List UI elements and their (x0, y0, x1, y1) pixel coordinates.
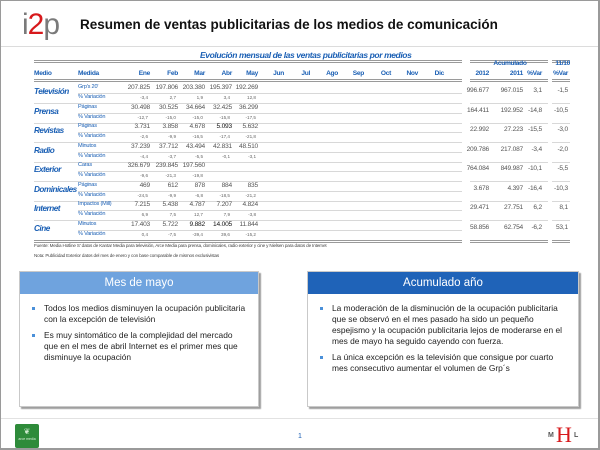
value-cell: 5.438 (162, 201, 178, 208)
ratio-row-separator (552, 142, 570, 143)
value-cell: 239.845 (155, 162, 178, 169)
variation-cell: 12,8 (247, 95, 256, 100)
col-header-month: Ago (326, 70, 338, 77)
ratio-row-separator (552, 123, 570, 124)
ratio-var-cell: 8,1 (559, 204, 568, 211)
variacion-label: % Variación (78, 113, 106, 120)
variation-cell: -0,1 (222, 153, 230, 159)
col-header-month: Sep (352, 70, 364, 77)
ratio-bottom-rule (552, 79, 570, 82)
acc-var-cell: -3,4 (531, 145, 542, 153)
bullet-list (20, 294, 258, 363)
value-cell: 192.269 (235, 84, 258, 91)
row-divider (78, 113, 462, 114)
nota-note: Nota: Publicidad Exterior datos del mes de enero y con base comparable de mismos exclusivistas (34, 253, 220, 258)
value-cell: 195.397 (209, 84, 232, 91)
logo-accent: 2 (27, 8, 44, 41)
bullet-icon (32, 307, 35, 310)
value-cell: 326.679 (127, 162, 150, 169)
value-cell: 3.731 (134, 123, 150, 130)
arce-media-logo (15, 424, 39, 448)
col-header-pvar: %Var (527, 70, 542, 77)
value-cell: 42.831 (213, 142, 232, 150)
acc-2012-cell: 996.677 (466, 87, 489, 94)
acc-var-cell: 3,1 (533, 87, 542, 94)
page-number: 1 (298, 433, 302, 440)
value-cell: 4.824 (242, 201, 258, 208)
ratio-row-separator (552, 201, 570, 202)
variation-cell: -5,5 (195, 153, 203, 159)
value-cell: 3.858 (162, 123, 178, 130)
value-cell: 14.005 (213, 220, 232, 228)
row-divider (78, 191, 462, 192)
bullet-icon (320, 307, 323, 310)
variation-cell: -21,2 (245, 192, 256, 198)
col-header-month: Dic (434, 70, 444, 77)
medida-label: Minutos (78, 220, 97, 227)
variation-cell: -15,8 (219, 114, 230, 120)
value-cell: 878 (194, 181, 205, 189)
bullet-icon (320, 356, 323, 359)
medio-label: Prensa (34, 106, 59, 116)
variacion-label: % Variación (78, 230, 106, 237)
col-header-medio: Medio (34, 70, 52, 77)
variation-cell: 6,9 (141, 212, 148, 217)
acc-2011-cell: 62.754 (504, 223, 523, 231)
value-cell: 4.787 (189, 201, 205, 208)
ratio-var-cell: -2,0 (557, 145, 568, 153)
mhl-h: H (556, 422, 572, 447)
variation-cell: -39,4 (192, 231, 203, 237)
page-title: Resumen de ventas publicitarias de los medios de comunicación (80, 17, 498, 32)
bullet-icon (32, 334, 35, 337)
value-cell: 30.498 (131, 103, 150, 111)
i2p-logo (22, 8, 59, 42)
col-header-month: Abr (221, 70, 232, 77)
mhl-m: M (548, 432, 554, 439)
box-title: Mes de mayo (20, 272, 258, 294)
medio-label: Cine (34, 223, 50, 233)
variation-cell: -3,4 (140, 95, 148, 100)
acc-row-separator (470, 220, 548, 221)
acc-var-cell: -6,2 (531, 223, 542, 231)
value-cell: 43.494 (186, 142, 205, 150)
variation-cell: -18,5 (219, 192, 230, 198)
acc-2011-cell: 4.397 (507, 184, 523, 192)
col-header-month: Ene (138, 70, 150, 77)
value-cell: 7.215 (134, 201, 150, 208)
row-divider (78, 93, 462, 94)
acumulado-bottom-rule (470, 79, 548, 82)
variation-cell: 1,9 (196, 95, 203, 100)
footer-divider (1, 418, 598, 419)
variation-cell: -16,5 (192, 134, 203, 139)
variation-cell: -15,0 (165, 114, 176, 120)
acc-2012-cell: 209.786 (466, 145, 489, 153)
bullet-text: Todos los medios disminuyen la ocupación publicitaria con la excepción de televisión (44, 303, 246, 324)
value-cell: 48.510 (239, 142, 258, 150)
medida-label: Caras (78, 162, 92, 168)
acc-2012-cell: 164.411 (467, 106, 489, 114)
ratio-var-cell: -3,0 (557, 126, 568, 133)
ratio-var-cell: 53,1 (555, 223, 568, 231)
variacion-label: % Variación (78, 172, 106, 178)
acc-2012-cell: 22.992 (470, 126, 489, 133)
value-cell: 469 (139, 181, 150, 189)
acc-2012-cell: 58.856 (470, 223, 489, 231)
medida-label: Impactos (Mill) (78, 201, 112, 207)
col-header-month: Jul (301, 70, 310, 77)
acc-var-cell: 6,2 (533, 204, 542, 211)
variation-cell: -9,9 (168, 134, 176, 139)
variacion-label: % Variación (78, 94, 106, 100)
bullet-text: La moderación de la disminución de la ocupación publicitaria que se observó en el mes pasado ha sido un pequeño espejismo y la ocupación publicitaria lejos de moderarse en el mes de mayo ha seguido cayendo con fuerza. (332, 303, 562, 346)
box-title: Acumulado año (308, 272, 578, 294)
col-header-2012: 2012 (475, 70, 489, 77)
col-header-month: Jun (273, 70, 284, 77)
medio-label: Exterior (34, 165, 61, 174)
logo-suffix: p (43, 8, 60, 41)
ratio-var-cell: -1,5 (557, 87, 568, 94)
header-top-rule (34, 60, 462, 63)
acc-2012-cell: 3.678 (473, 184, 489, 192)
value-cell: 11.844 (239, 220, 258, 228)
ratio-row-separator (552, 220, 570, 221)
value-cell: 207.825 (127, 84, 150, 91)
header-bottom-rule (34, 79, 462, 82)
bullet-item (318, 303, 568, 347)
acc-row-separator (470, 123, 548, 124)
variation-cell: 12,7 (194, 212, 203, 217)
ratio-end-rule (552, 240, 570, 243)
variation-cell: 7,5 (169, 212, 176, 217)
acc-var-cell: -14,8 (527, 106, 542, 114)
value-cell: 9.882 (189, 220, 205, 228)
bullet-list (308, 294, 578, 374)
col-header-2011: 2011 (509, 70, 523, 77)
medio-label: Dominicales (34, 184, 77, 194)
medida-label: Grp's 20' (78, 84, 99, 90)
mhl-l: L (574, 432, 579, 439)
variation-cell: -3,8 (248, 212, 256, 217)
value-cell: 37.239 (131, 142, 150, 150)
acc-var-cell: -15,5 (527, 126, 542, 133)
variation-cell: -4,4 (140, 153, 148, 159)
acc-2011-cell: 27.223 (504, 126, 523, 133)
variation-cell: -21,8 (245, 134, 256, 139)
value-cell: 36.299 (239, 103, 258, 111)
row-divider (78, 210, 462, 211)
medio-label: Televisión (34, 87, 69, 96)
value-cell: 17.403 (131, 220, 150, 228)
variation-cell: 2,7 (169, 95, 176, 100)
value-cell: 884 (221, 181, 232, 189)
variation-cell: -9,9 (168, 192, 176, 198)
variation-cell: -19,8 (192, 173, 203, 178)
ratio-row-separator (552, 181, 570, 182)
variation-cell: -17,4 (219, 134, 230, 139)
variation-cell: 0,4 (141, 231, 148, 237)
medida-label: Minutos (78, 142, 97, 149)
col-header-month: Nov (406, 70, 418, 77)
row-divider (78, 171, 462, 172)
acc-row-separator (470, 103, 548, 104)
acc-var-cell: -16,4 (527, 184, 542, 192)
value-cell: 30.525 (159, 103, 178, 111)
col-header-month: Oct (380, 70, 391, 77)
col-header-ratio: 11/10 (555, 60, 570, 67)
acc-row-separator (470, 162, 548, 163)
value-cell: 34.664 (186, 103, 205, 111)
medio-label: Revistas (34, 126, 64, 135)
variacion-label: % Variación (78, 152, 106, 159)
acc-2011-cell: 217.087 (500, 145, 523, 153)
variacion-label: % Variación (78, 211, 106, 217)
row-divider (78, 230, 462, 231)
mhl-logo (548, 423, 582, 447)
medio-label: Radio (34, 145, 55, 155)
value-cell: 835 (247, 181, 258, 189)
row-divider (78, 152, 462, 153)
value-cell: 4.678 (189, 123, 205, 130)
medida-label: Páginas (78, 103, 97, 110)
acc-2011-cell: 27.751 (504, 204, 523, 211)
table-subtitle: Evolución mensual de las ventas publicitarias por medios (200, 50, 412, 60)
acc-2011-cell: 849.987 (500, 165, 523, 172)
col-header-ratio-var: %Var (553, 70, 568, 77)
variation-cell: -3,1 (248, 153, 256, 159)
medio-label: Internet (34, 204, 61, 213)
leaf-icon: ❦ (23, 427, 31, 436)
bullet-item (30, 303, 248, 325)
box-mes-de-mayo (19, 271, 259, 407)
variation-cell: -15,2 (245, 231, 256, 237)
value-cell: 5.093 (216, 123, 232, 130)
acc-2012-cell: 764.084 (466, 165, 489, 172)
bullet-text: Es muy sintomático de la complejidad del mercado que en el mes de abril Internet es el primer mes que disminuye la ocupación (44, 330, 238, 362)
col-header-month: May (246, 70, 258, 77)
value-cell: 197.560 (182, 162, 205, 169)
variation-cell: 39,6 (221, 231, 230, 237)
value-cell: 197.806 (155, 84, 178, 91)
bullet-item (30, 330, 248, 363)
variation-cell: -2,6 (140, 134, 148, 139)
acc-2012-cell: 29.471 (470, 204, 489, 211)
acc-row-separator (470, 201, 548, 202)
variation-cell: -6,8 (195, 192, 203, 198)
medida-label: Páginas (78, 181, 97, 188)
variation-cell: -12,7 (137, 114, 148, 120)
ratio-row-separator (552, 103, 570, 104)
col-header-month: Feb (167, 70, 178, 77)
acc-bottom-rule (470, 240, 548, 243)
variation-cell: 7,9 (223, 212, 230, 217)
variacion-label: % Variación (78, 191, 106, 198)
header-divider (1, 46, 598, 47)
value-cell: 203.380 (182, 84, 205, 91)
variation-cell: -3,7 (168, 153, 176, 159)
row-separator (34, 162, 462, 163)
acc-2011-cell: 967.015 (500, 87, 523, 94)
variation-cell: -21,3 (165, 173, 176, 178)
row-divider (78, 132, 462, 133)
value-cell: 7.207 (216, 201, 232, 208)
ratio-var-cell: -5,5 (557, 165, 568, 172)
acc-row-separator (470, 142, 548, 143)
col-header-acumulado: Acumulado (493, 60, 527, 67)
ratio-var-cell: -10,5 (553, 106, 568, 114)
acc-var-cell: -10,1 (527, 165, 542, 172)
bullet-item (318, 352, 568, 374)
acc-2011-cell: 192.952 (500, 106, 523, 114)
variation-cell: -17,5 (245, 114, 256, 120)
col-header-medida: Medida (78, 70, 99, 77)
variation-cell: 3,4 (223, 95, 230, 100)
arce-logo-text: arce media (18, 437, 36, 441)
variation-cell: -9,6 (140, 173, 148, 178)
value-cell: 32.425 (213, 103, 232, 111)
value-cell: 5.632 (242, 123, 258, 130)
value-cell: 612 (167, 181, 178, 189)
variacion-label: % Variación (78, 133, 106, 139)
source-note: Fuente: Media Hotline S' datos de Kantar Media para televisión, Arce Media para prensa, dominicales, radio exterior y cine y Nielsen para datos de Internet (34, 243, 327, 248)
medida-label: Páginas (78, 123, 97, 129)
logo-prefix: i (22, 8, 28, 41)
variation-cell: -15,0 (192, 114, 203, 120)
variation-cell: -7,5 (168, 231, 176, 237)
box-acumulado-ano (307, 271, 579, 407)
value-cell: 5.722 (162, 220, 178, 228)
variation-cell: -24,5 (137, 192, 148, 198)
col-header-month: Mar (194, 70, 205, 77)
acc-row-separator (470, 181, 548, 182)
bullet-text: La única excepción es la televisión que consigue por cuarto mes consecutivo aumentar el volumen de Grp´s (332, 352, 554, 373)
ratio-var-cell: -10,3 (553, 184, 568, 192)
ratio-row-separator (552, 162, 570, 163)
value-cell: 37.712 (159, 142, 178, 150)
